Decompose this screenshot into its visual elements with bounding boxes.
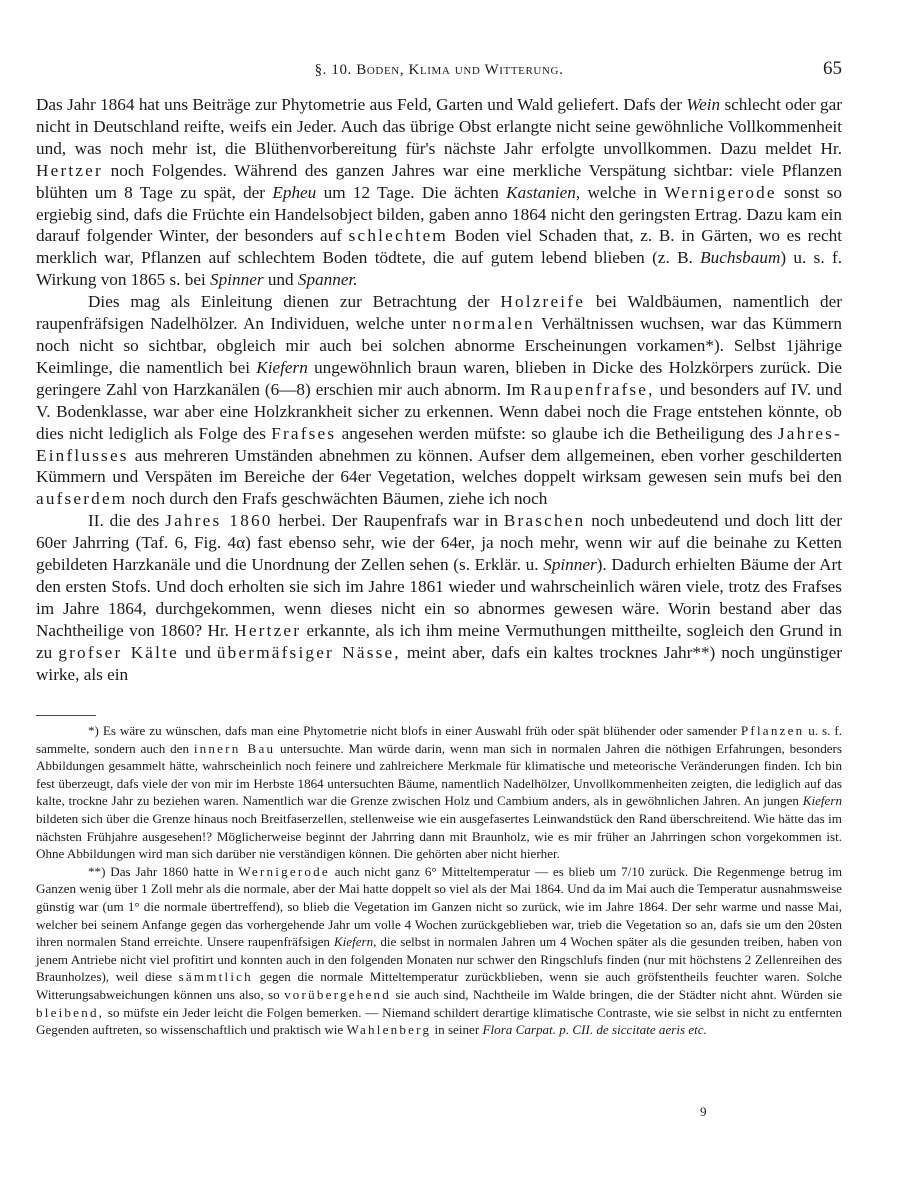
spaced-term: übermäfsiger Nässe, [216,642,401,662]
italic-term: Buchsbaum [700,248,781,268]
spaced-term: Hertzer [36,160,103,180]
main-text [36,94,842,685]
spaced-term: Wahlenberg [346,1022,432,1038]
spaced-term: Frafses [271,423,337,443]
spaced-term: sämmtlich [178,969,253,985]
spaced-term: Raupenfrafse, [530,379,655,399]
spaced-term: grofser Kälte [58,642,179,662]
spaced-term: normalen [452,314,535,334]
footnote: *) Es wäre zu wünschen, dafs man eine Phytometrie nicht blofs in einer Auswahl früh oder spät blühender oder samender Pflanzen u. s. f. sammelte, sondern auch den innern Bau untersuchte. Man würde darin, wenn man sich in normalen Jahren die nöthigen Erfahrungen, besonders Abbildungen gesammelt hätte, wahrscheinlich noch feinere und zahlreichere Merkmale für klimatische und meteorische Veränderungen finden. Ich bin fest überzeugt, dafs viele der von mir im Herbste 1864 untersuchten Bäume, namentlich Nadelhölzer, Unvollkommenheiten zeigten, die lediglich auf das kalte, trockne Jahr zu beziehen waren. Namentlich war die Grenze zwischen Holz und Cambium anders, als in gewöhnlichen Jahren. An jungen Kiefern bildeten sich über die Grenze hinaus noch Breitfaserzellen, stellenweise wie ein ausgefasertes Leinwandstück den Rand überschreitend. Wie hätte das im nächsten Frühjahre ausgesehen!? Möglicherweise beginnt der Jahrring dann mit Braunholz, wie es mir früher an Jahrringen schon vorgekommen ist. Ohne Abbildungen wird man sich darüber nie verständigen können. Die gehörten aber nicht hierher. [36,723,843,862]
italic-term: Epheu [272,182,317,202]
page-header [36,58,842,86]
italic-term: Flora Carpat. p. CII. de siccitate aeris etc. [482,1022,707,1038]
spaced-term: bleibend, [36,1004,105,1020]
italic-term: Wein [686,95,721,114]
paragraph: II. die des Jahres 1860 herbei. Der Raupenfrafs war in Braschen noch unbedeutend und doch litt der 60er Jahrring (Taf. 6, Fig. 4α) fast ebenso sehr, wie der 64er, ja noch mehr, wenn wir auf die beinahe zu Ketten gebildeten Harzkanäle und die Unordnung der Zellen sehen (s. Erklär. u. Spinner). Dadurch erhielten Bäume der Art den ersten Stofs. Und doch erholten sie sich im Jahre 1861 wieder und wahrscheinlich wären viele, trotz des Frafses im Jahre 1864, durchgekommen, wenn dieses nicht ein so abnormes gewesen wäre. Worin bestand aber das Nachtheilige von 1860? Hr. Hertzer erkannte, als ich ihm meine Vermuthungen mittheilte, sogleich den Grund in zu grofser Kälte und übermäfsiger Nässe, meint aber, dafs ein kaltes trocknes Jahr**) noch ungünstiger wirke, als ein [36,511,843,684]
footnote-rule [36,715,96,716]
spaced-term: aufserdem [36,489,128,509]
spaced-term: Hertzer [234,620,302,640]
spaced-term: Jahres 1860 [165,511,273,531]
footnote: **) Das Jahr 1860 hatte in Wernigerode auch nicht ganz 6° Mitteltemperatur — es blieb um 7/10 zurück. Die Regenmenge betrug im Ganzen wenig über 1 Zoll mehr als die normale, aber der Mai hatte doppelt so viel als der Mai 1864. Und da im Mai auch die Temperatur ausnahmsweise günstig war (um 1° die normale übertreffend), so blieb die Vegetation im Ganzen nicht so zurück, wie im Jahre 1864. Der sehr warme und nasse Mai, welcher bei seinem Anfange gegen das vorhergehende Jahr um volle 4 Wochen zurückgeblieben war, trieb die Vegetation so an, dafs sie um den 20sten ihren normalen Stand erreichte. Unsere raupenfräfsigen Kiefern, die selbst in normalen Jahren um 4 Wochen später als die gesunden treiben, haben von jenem Antriebe nicht viel profitirt und konnten auch in den folgenden Monaten nur schwer den Ringschlufs finden (nur mit höchstens 2 Zellenreihen des Braunholzes), weil diese sämmtlich gegen die normale Mitteltemperatur zurückblieben, wenn sie auch gröfstentheils feuchter waren. Solche Witterungsabweichungen können uns also, so vorübergehend sie auch sind, Nachtheile im Walde bringen, die der Städter nicht ahnt. Würden sie bleibend, so müfste ein Jeder leicht die Folgen bemerken. — Niemand schildert derartige klimatische Contraste, wie sie selbst in nicht zu entfernten Gegenden auftreten, so wissenschaftlich und praktisch wie Wahlenberg in seiner Flora Carpat. p. CII. de siccitate aeris etc. [36,863,843,1038]
spaced-term: schlechtem [348,226,448,246]
italic-term: Spinner [543,555,597,575]
italic-term: Spinner [210,270,264,290]
spaced-term: Pflanzen [740,723,805,738]
italic-term: Kiefern, [333,934,377,950]
page-number: 65 [823,58,842,79]
spaced-term: vorübergehend [284,986,391,1002]
spaced-term: Holzreife [500,292,586,312]
italic-term: Kiefern [802,793,842,809]
paragraph: Das Jahr 1864 hat uns Beiträge zur Phytometrie aus Feld, Garten und Wald geliefert. Dafs der Wein schlecht oder gar nicht in Deutschland reifte, weifs ein Jeder. Auch das übrige Obst erlangte nicht seine gewöhnliche Vollkommenheit und, was noch mehr ist, die Blüthenvorbereitung für's nächste Jahr erfolgte unvollkommen. Dazu meldet Hr. Hertzer noch Folgendes. Während des ganzen Jahres war eine merkliche Verspätung sichtbar: viele Pflanzen blühten um 8 Tage zu spät, der Epheu um 12 Tage. Die ächten Kastanien, welche in Wernigerode sonst so ergiebig sind, dafs die Früchte ein Handelsobject bilden, gaben anno 1864 nicht den geringsten Ertrag. Dazu kam ein darauf folgender Winter, der besonders auf schlechtem Boden viel Schaden that, z. B. in Gärten, wo es recht merklich war, Pflanzen auf schlechtem Boden tödtete, die auf gutem lebend blieben (z. B. Buchsbaum) u. s. f. Wirkung von 1865 s. bei Spinner und Spanner. [36,95,843,290]
paragraph: Dies mag als Einleitung dienen zur Betrachtung der Holzreife bei Waldbäumen, namentlich der raupenfräfsigen Nadelhölzer. An Individuen, welche unter normalen Verhältnissen wuchsen, war das Kümmern noch nicht so sichtbar, obgleich mir auch bei solchen abnorme Erscheinungen vorkamen*). Selbst 1jährige Keimlinge, die namentlich bei Kiefern ungewöhnlich braun waren, blieben in Dicke des Holzkörpers zurück. Die geringere Zahl von Harzkanälen (6—8) erschien mir auch abnorm. Im Raupenfrafse, und besonders auf IV. und V. Bodenklasse, war aber eine Holzkrankheit sicher zu erkennen. Wenn dabei noch die Frage entstehen könnte, ob dies nicht lediglich als Folge des Frafses angesehen werden müfste: so glaube ich die Betheiligung des Jahres-Einflusses aus mehreren Umständen abnehmen zu können. Aufser dem allgemeinen, eben vorher geschilderten Kümmern und Verspäten im Bereiche der 64er Vegetation, welches doppelt wirksam gewesen sein mufs bei den aufserdem noch durch den Frafs geschwächten Bäumen, ziehe ich noch [36,292,843,509]
spaced-term: Jahres-Einflusses [36,423,842,465]
italic-term: Kastanien, [506,182,581,202]
spaced-term: Wernigerode [238,863,330,879]
signature-mark: 9 [700,1104,707,1119]
running-title: §. 10. Boden, Klima und Witterung. [314,62,564,78]
spaced-term: Wernigerode [664,182,777,202]
italic-term: Kiefern [256,357,308,377]
footnotes [36,722,842,1039]
spaced-term: innern Bau [193,740,276,756]
italic-term: Spanner. [297,270,358,290]
spaced-term: Braschen [503,511,586,531]
